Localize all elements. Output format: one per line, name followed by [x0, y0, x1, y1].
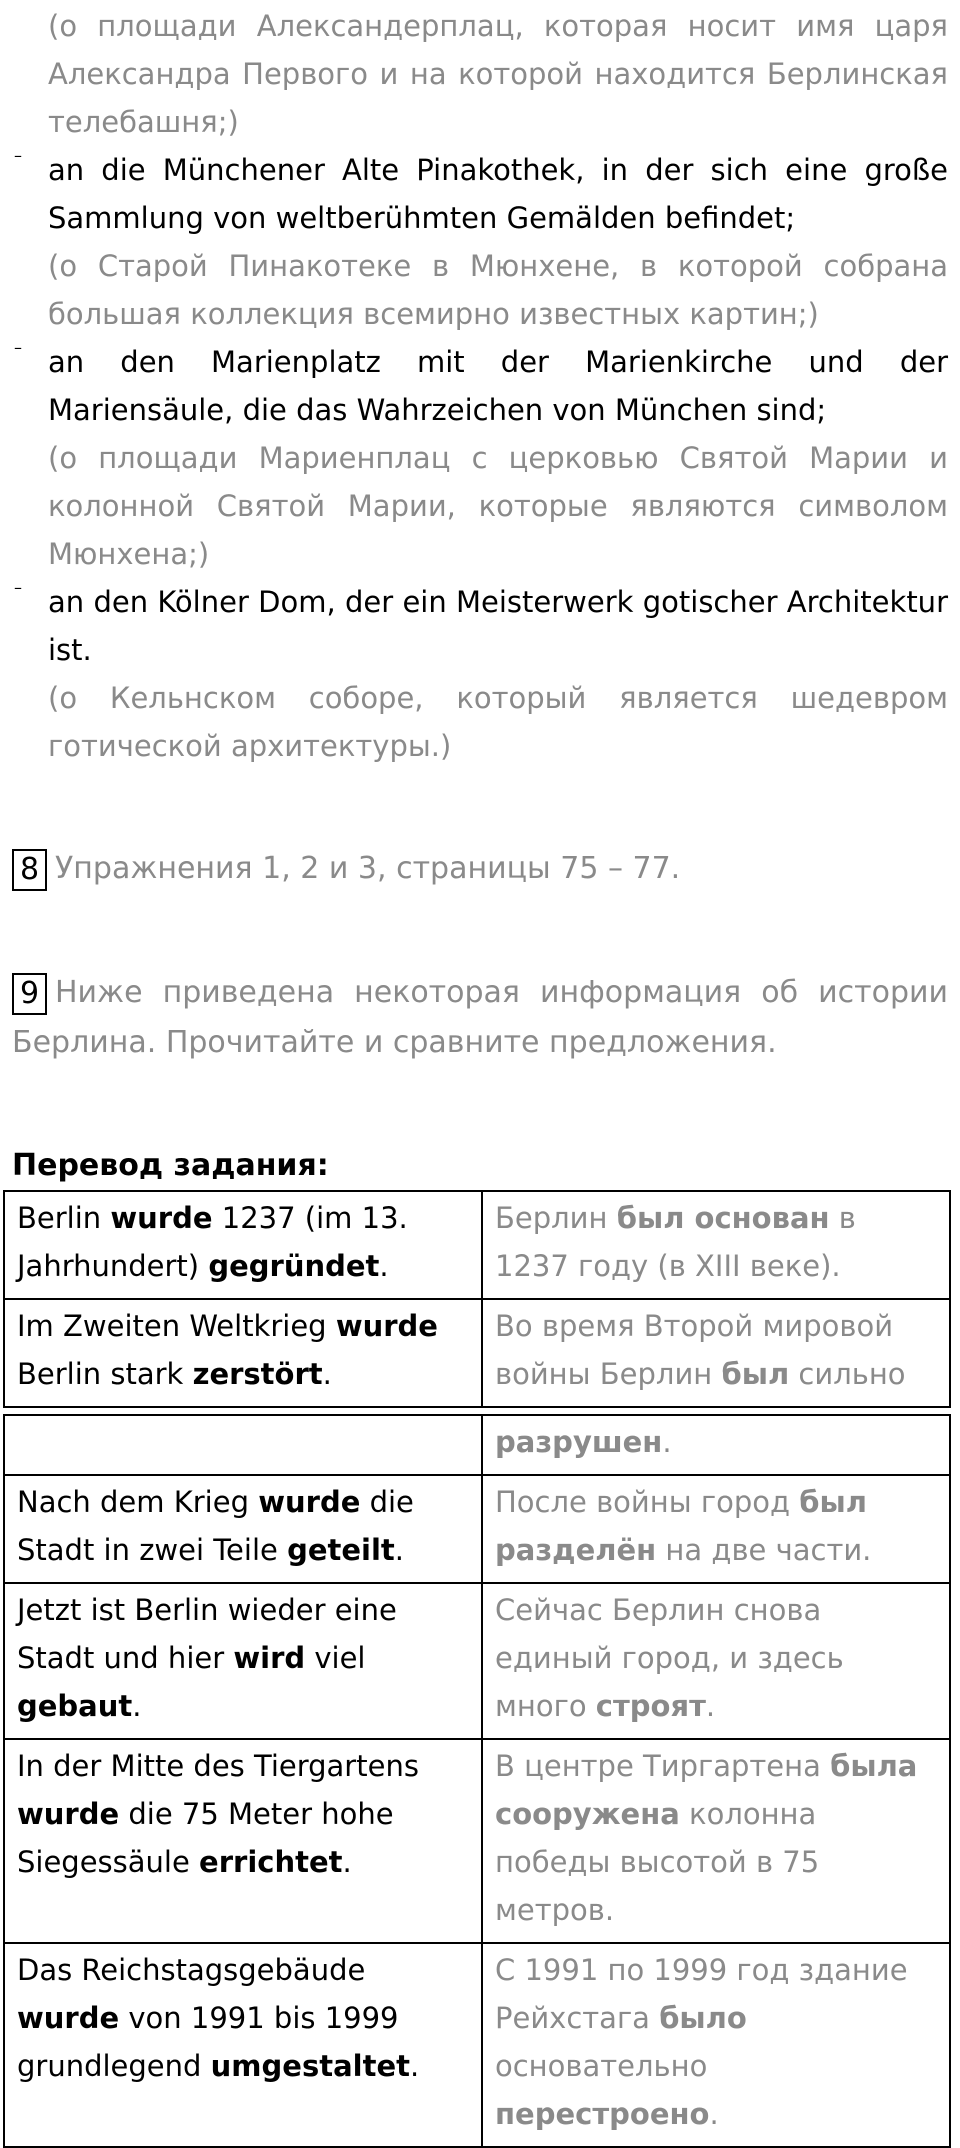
table-row — [4, 1739, 950, 1943]
translation-table — [3, 1190, 951, 1408]
item-list — [12, 146, 948, 770]
german-cell: Im Zweiten Weltkrieg wurde Berlin stark zerstört. — [4, 1299, 482, 1407]
german-cell: Das Reichstagsgebäude wurde von 1991 bis 1999 grundlegend umgestaltet. — [4, 1943, 482, 2147]
list-item-translation: (о Старой Пинакотеке в Мюнхене, в которой собрана большая коллекция всемирно известных картин;) — [48, 249, 948, 331]
russian-cell: разрушен. — [482, 1415, 950, 1475]
russian-cell: Сейчас Берлин снова единый город, и здесь много строят. — [482, 1583, 950, 1739]
task-8 — [12, 844, 948, 894]
table-row — [4, 1475, 950, 1583]
table-row — [4, 1415, 950, 1475]
dash-marker: – — [14, 338, 22, 357]
translation-table-continued — [3, 1414, 951, 2148]
dash-marker: – — [14, 146, 22, 165]
list-item — [12, 338, 948, 578]
table-row — [4, 1299, 950, 1407]
intro-translation: (о площади Александерплац, которая носит имя царя Александра Первого и на которой находится Берлинская телебашня;) — [48, 9, 948, 139]
russian-cell: С 1991 по 1999 год здание Рейхстага было основательно перестроено. — [482, 1943, 950, 2147]
german-cell: Berlin wurde 1237 (im 13. Jahrhundert) gegründet. — [4, 1191, 482, 1299]
list-item-translation: (о Кельнском соборе, который является шедевром готической архитектуры.) — [48, 681, 948, 763]
russian-cell: Во время Второй мировой войны Берлин был сильно — [482, 1299, 950, 1407]
section-heading: Перевод задания: — [12, 1148, 329, 1183]
task-9 — [12, 968, 948, 1068]
table-row — [4, 1191, 950, 1299]
task-9-text: Ниже приведена некоторая информация об истории Берлина. Прочитайте и сравните предложения. — [12, 975, 948, 1060]
german-cell: Jetzt ist Berlin wieder eine Stadt und hier wird viel gebaut. — [4, 1583, 482, 1739]
russian-cell: В центре Тиргартена была сооружена колонна победы высотой в 75 метров. — [482, 1739, 950, 1943]
russian-cell: Берлин был основан в 1237 году (в XIII веке). — [482, 1191, 950, 1299]
list-item-german: an den Kölner Dom, der ein Meisterwerk gotischer Architektur ist. — [48, 585, 948, 667]
task-number-box: 9 — [12, 973, 47, 1015]
intro-block — [12, 0, 948, 146]
german-cell: Nach dem Krieg wurde die Stadt in zwei Teile geteilt. — [4, 1475, 482, 1583]
list-item — [12, 578, 948, 770]
task-number-box: 8 — [12, 849, 47, 891]
list-item — [12, 146, 948, 338]
list-item-german: an die Münchener Alte Pinakothek, in der sich eine große Sammlung von weltberühmten Gemälden befindet; — [48, 153, 948, 235]
table-row — [4, 1943, 950, 2147]
list-item-german: an den Marienplatz mit der Marienkirche und der Mariensäule, die das Wahrzeichen von München sind; — [48, 345, 948, 427]
german-cell: In der Mitte des Tiergartens wurde die 75 Meter hohe Siegessäule errichtet. — [4, 1739, 482, 1943]
list-item-translation: (о площади Мариенплац с церковью Святой Марии и колонной Святой Марии, которые являются символом Мюнхена;) — [48, 441, 948, 571]
table-row — [4, 1583, 950, 1739]
task-8-text: Упражнения 1, 2 и 3, страницы 75 – 77. — [55, 851, 681, 886]
russian-cell: После войны город был разделён на две части. — [482, 1475, 950, 1583]
german-cell — [4, 1415, 482, 1475]
dash-marker: – — [14, 578, 22, 597]
